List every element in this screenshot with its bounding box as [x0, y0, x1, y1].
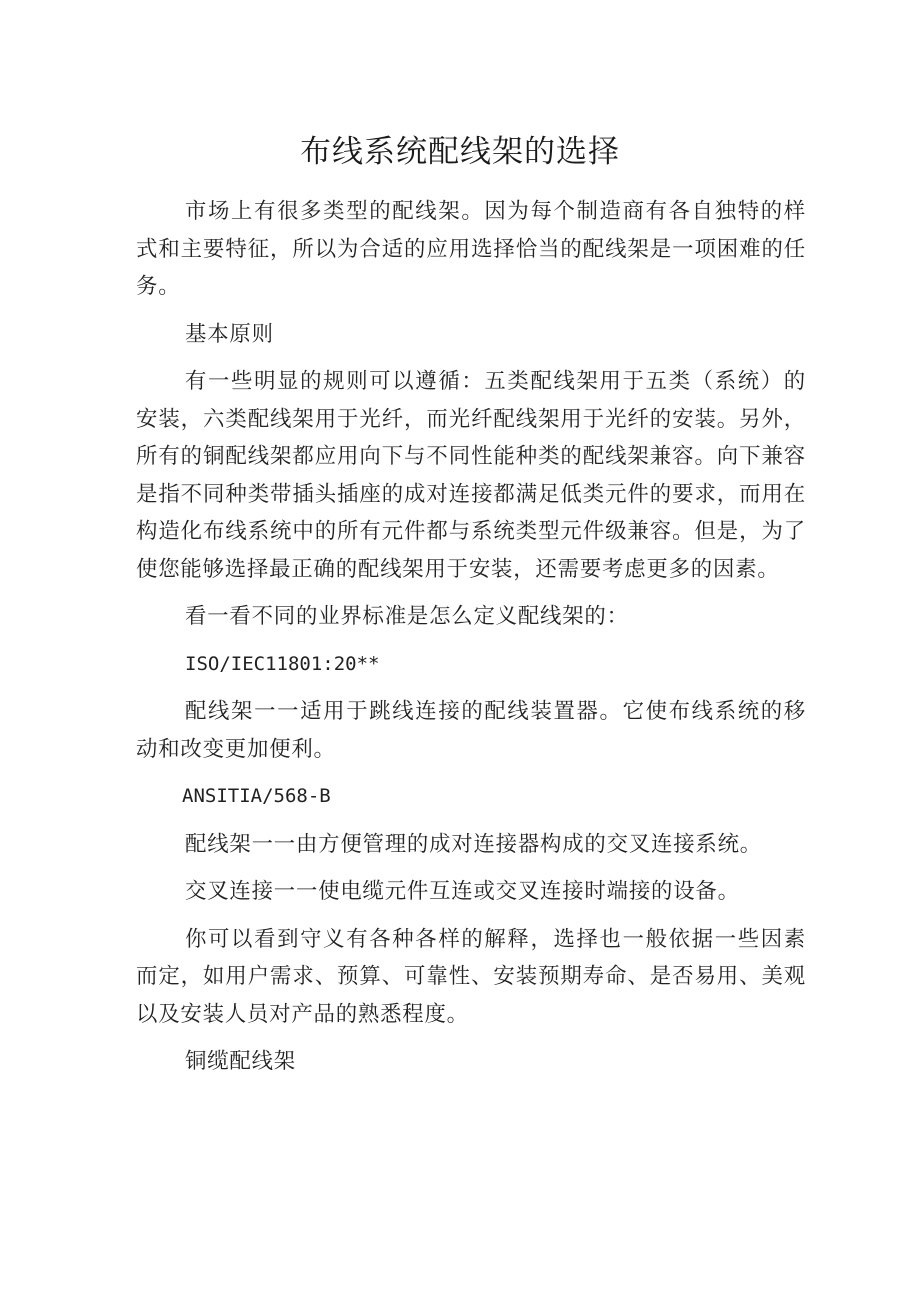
heading-basic-principles: 基本原则 [185, 321, 274, 347]
standard-ansi-label: ANSITIA/568-B [182, 785, 331, 807]
document-title: 布线系统配线架的选择 [300, 134, 620, 170]
paragraph-ansi-patch-panel: 配线架一一由方便管理的成对连接器构成的交叉连接系统。 [185, 831, 762, 857]
paragraph-intro: 市场上有很多类型的配线架。因为每个制造商有各自独特的样式和主要特征，所以为合适的应用选择恰当的配线架是一项困难的任务。 [136, 199, 806, 299]
paragraph-iso-definition: 配线架一一适用于跳线连接的配线装置器。它使布线系统的移动和改变更加便利。 [136, 699, 806, 762]
paragraph-rules: 有一些明显的规则可以遵循：五类配线架用于五类（系统）的安装，六类配线架用于光纤，而光纤配线架用于光纤的安装。另外，所有的铜配线架都应用向下与不同性能种类的配线架兼容。向下兼容是指不同种类带插头插座的成对连接都满足低类元件的要求，而用在构造化布线系统中的所有元件都与系统类型元件级兼容。但是，为了使您能够选择最正确的配线架用于安装，还需要考虑更多的因素。 [136, 369, 806, 582]
document-body [136, 193, 806, 1091]
standard-iso-label: ISO/IEC11801:20** [185, 652, 380, 675]
paragraph-standards-intro: 看一看不同的业界标准是怎么定义配线架的： [185, 604, 629, 629]
heading-copper-patch-panel: 铜缆配线架 [185, 1049, 296, 1074]
paragraph-ansi-cross-connect: 交叉连接一一使电缆元件互连或交叉连接时端接的设备。 [185, 879, 740, 904]
paragraph-selection-factors: 你可以看到守义有各种各样的解释，选择也一般依据一些因素而定，如用户需求、预算、可靠性、安装预期寿命、是否易用、美观以及安装人员对产品的熟悉程度。 [136, 926, 806, 1027]
